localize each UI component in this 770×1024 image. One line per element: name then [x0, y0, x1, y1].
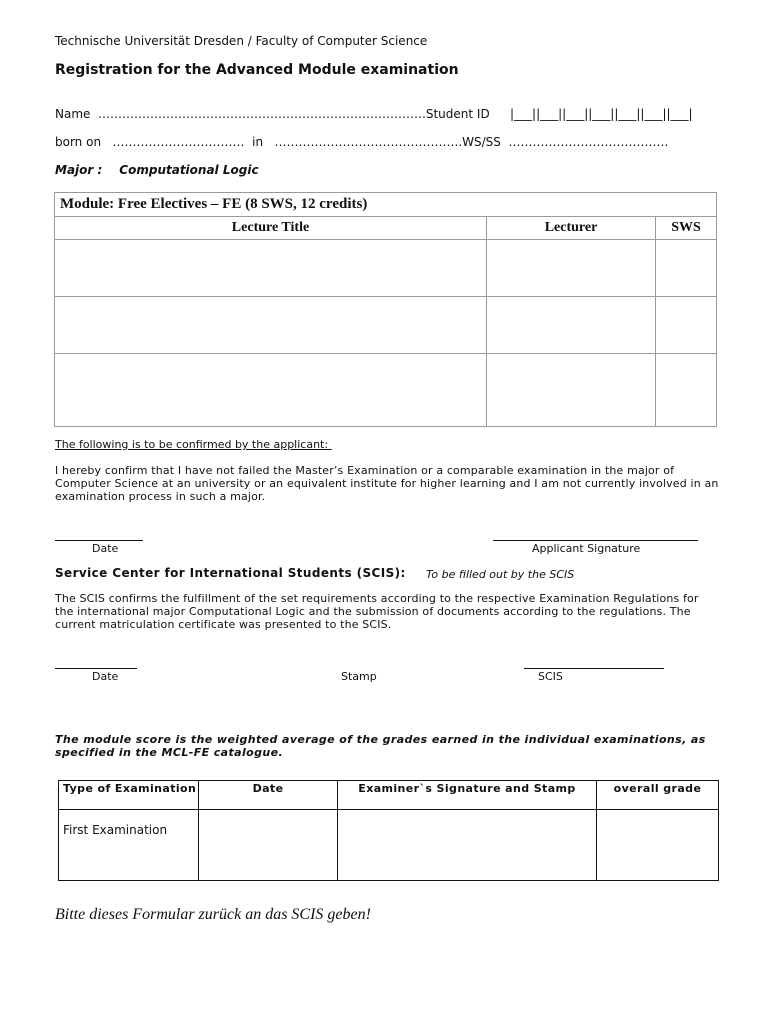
col-type-of-examination: Type of Examination: [59, 781, 199, 810]
examiner-signature-cell[interactable]: [338, 810, 597, 881]
module-heading: Module: Free Electives – FE (8 SWS, 12 credits): [55, 193, 717, 217]
date-label: Date: [92, 542, 119, 555]
exam-table: [58, 780, 719, 881]
footer-note: Bitte dieses Formular zurück an das SCIS geben!: [55, 906, 371, 923]
applicant-signature-line: [493, 540, 698, 541]
institution-line: Technische Universität Dresden / Faculty of Computer Science: [55, 34, 428, 48]
scis-signature-line: [524, 668, 664, 669]
sws-cell[interactable]: [656, 297, 717, 354]
major-value: Computational Logic: [119, 163, 259, 177]
lecture-title-cell[interactable]: [55, 297, 487, 354]
stamp-label: Stamp: [341, 670, 377, 683]
scis-note: To be filled out by the SCIS: [426, 568, 575, 581]
scis-date-line: [55, 668, 137, 669]
student-id-boxes: |___||___||___||___||___||___||___|: [510, 107, 693, 121]
scis-date-label: Date: [92, 670, 119, 683]
table-row: [55, 297, 717, 354]
applicant-signature-label: Applicant Signature: [532, 542, 641, 555]
module-table: [54, 192, 717, 427]
lecturer-cell[interactable]: [487, 354, 656, 427]
lecture-title-cell[interactable]: [55, 354, 487, 427]
born-on-line: born on …………………………… in ………………………………………..WS/SS ………………………………….: [55, 135, 669, 149]
major-label: Major :: [55, 163, 103, 177]
exam-date-cell[interactable]: [199, 810, 338, 881]
col-date: Date: [199, 781, 338, 810]
examination-type-cell: First Examination: [59, 810, 199, 881]
lecturer-cell[interactable]: [487, 297, 656, 354]
col-examiner-signature: Examiner`s Signature and Stamp: [338, 781, 597, 810]
table-row: [55, 240, 717, 297]
lecturer-cell[interactable]: [487, 240, 656, 297]
major-line: [55, 163, 259, 177]
overall-grade-cell[interactable]: [597, 810, 719, 881]
date-signature-line: [55, 540, 143, 541]
sws-cell[interactable]: [656, 240, 717, 297]
form-title: Registration for the Advanced Module examination: [55, 62, 459, 78]
lecture-title-cell[interactable]: [55, 240, 487, 297]
confirmation-text: I hereby confirm that I have not failed the Master’s Examination or a comparable examination in the major of Computer Science at an university or an equivalent institute for higher learning and I am not currently involved in an examination process in such a major.: [55, 464, 719, 503]
col-overall-grade: overall grade: [597, 781, 719, 810]
name-student-id-line: Name ……………………………………………………………………….Student ID: [55, 107, 490, 121]
scis-signature-label: SCIS: [538, 670, 563, 683]
module-score-note: The module score is the weighted average of the grades earned in the individual examinations, as specified in the MCL-FE catalogue.: [55, 733, 706, 759]
col-lecturer: Lecturer: [487, 217, 656, 240]
confirmation-heading: The following is to be confirmed by the applicant:: [55, 438, 332, 451]
table-row: [59, 810, 719, 881]
sws-cell[interactable]: [656, 354, 717, 427]
scis-heading: Service Center for International Students (SCIS):: [55, 566, 406, 580]
table-row: [55, 354, 717, 427]
scis-text: The SCIS confirms the fulfillment of the set requirements according to the respective Examination Regulations for the international major Computational Logic and the submission of documents according to the regulations. The current matriculation certificate was presented to the SCIS.: [55, 592, 699, 631]
col-sws: SWS: [656, 217, 717, 240]
col-lecture-title: Lecture Title: [55, 217, 487, 240]
